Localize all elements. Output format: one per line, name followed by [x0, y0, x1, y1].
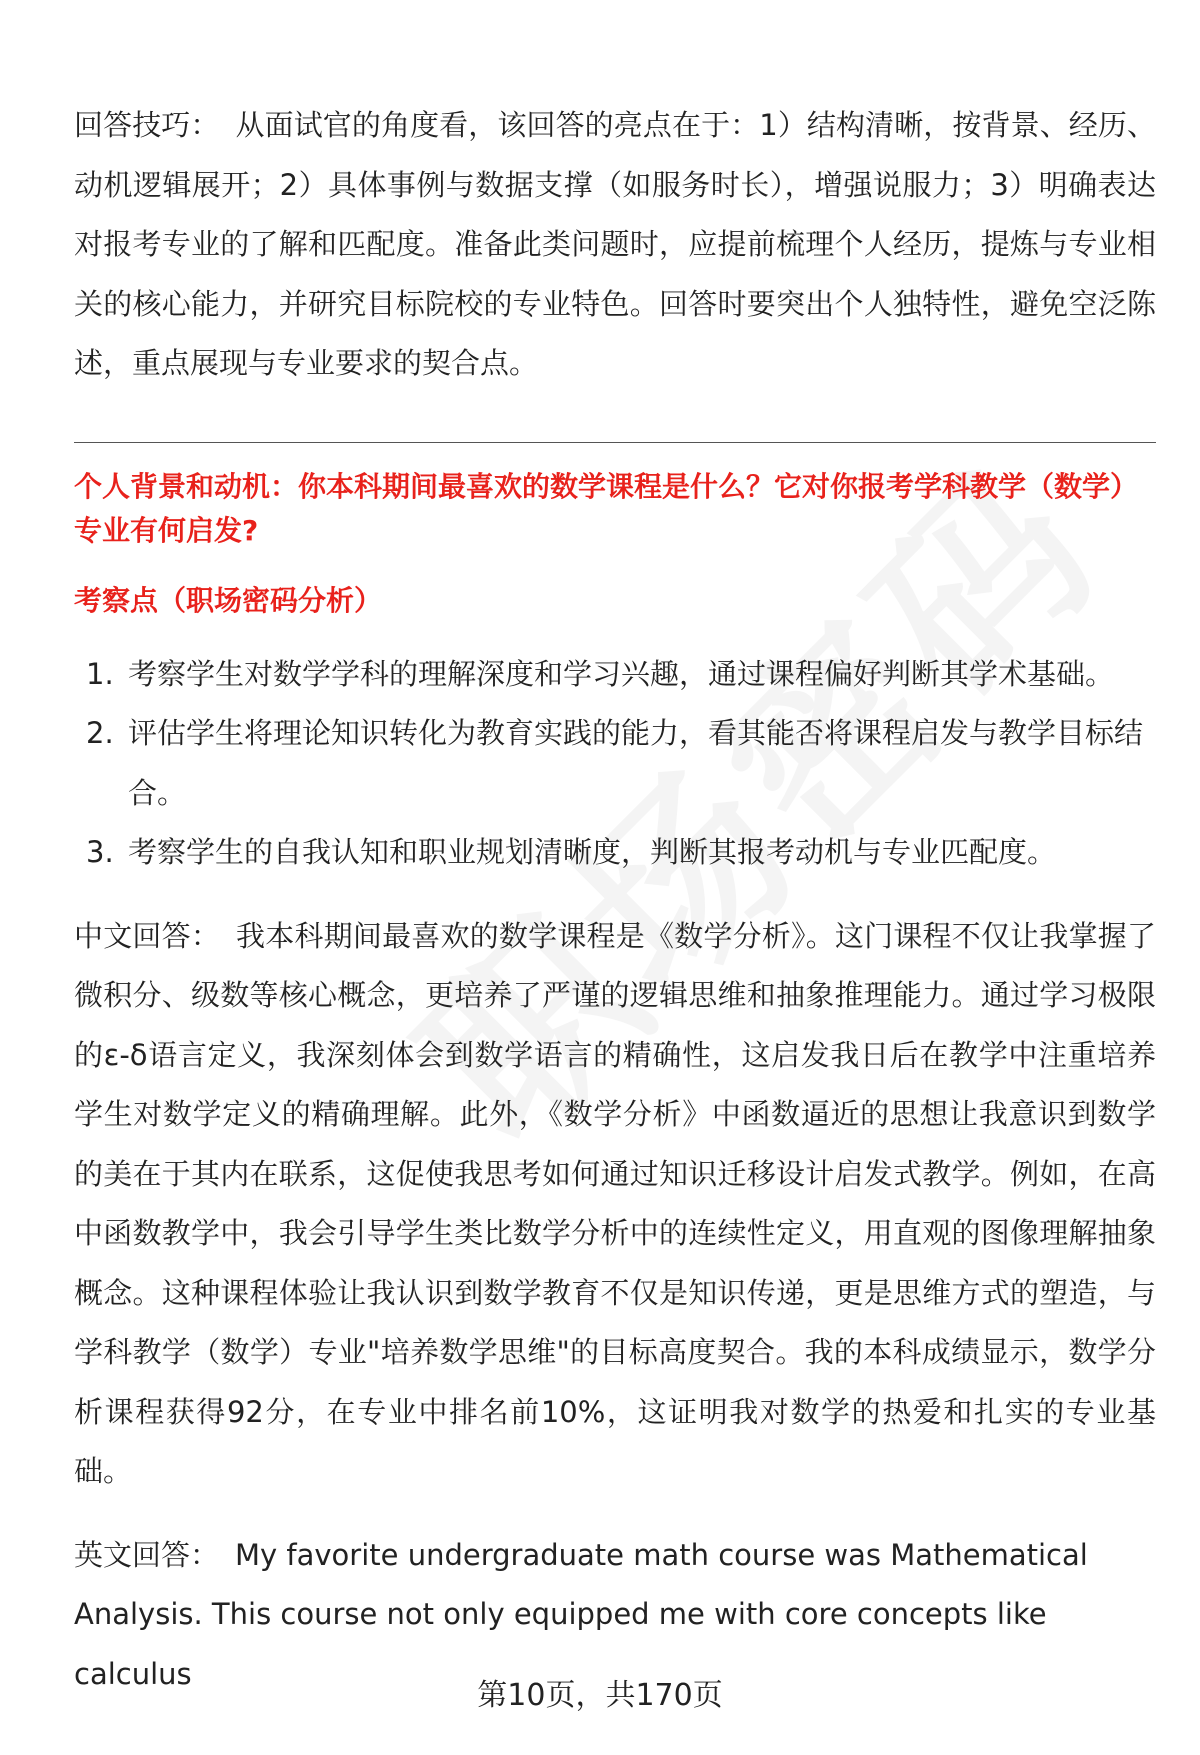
document-page	[74, 96, 1156, 1704]
list-item	[74, 645, 1156, 705]
answer-tips-text: 从面试官的角度看，该回答的亮点在于：1）结构清晰，按背景、经历、动机逻辑展开；2）具体事例与数据支撑（如服务时长），增强说服力；3）明确表达对报考专业的了解和匹配度。准备此类问题时，应提前梳理个人经历，提炼与专业相关的核心能力，并研究目标院校的专业特色。回答时要突出个人独特性，避免空泛陈述，重点展现与专业要求的契合点。	[74, 108, 1156, 380]
list-item-number: 2.	[86, 716, 114, 750]
list-item-number: 1.	[86, 656, 114, 691]
english-answer-text: My favorite undergraduate math course was Mathematical Analysis. This course not only equipped me with core concepts like calculus	[74, 1537, 1088, 1691]
english-answer-label: 英文回答：	[74, 1537, 220, 1572]
assessment-points-title: 考察点（职场密码分析）	[74, 583, 383, 617]
page-number-footer: 第10页，共170页	[477, 1678, 723, 1713]
list-item-number: 3.	[86, 835, 114, 869]
chinese-answer-text: 我本科期间最喜欢的数学课程是《数学分析》。这门课程不仅让我掌握了微积分、级数等核心概念，更培养了严谨的逻辑思维和抽象推理能力。通过学习极限的ε-δ语言定义，我深刻体会到数学语言的精确性，这启发我日后在教学中注重培养学生对数学定义的精确理解。此外，《数学分析》中函数逼近的思想让我意识到数学的美在于其内在联系，这促使我思考如何通过知识迁移设计启发式教学。例如，在高中函数教学中，我会引导学生类比数学分析中的连续性定义，用直观的图像理解抽象概念。这种课程体验让我认识到数学教育不仅是知识传递，更是思维方式的塑造，与学科教学（数学）专业"培养数学思维"的目标高度契合。我的本科成绩显示，数学分析课程获得92分，在专业中排名前10%，这证明我对数学的热爱和扎实的专业基础。	[74, 918, 1156, 1488]
list-item-text: 考察学生的自我认知和职业规划清晰度，判断其报考动机与专业匹配度。	[128, 835, 1057, 869]
answer-tips-label: 回答技巧：	[74, 108, 220, 142]
chinese-answer-label: 中文回答：	[74, 918, 221, 953]
list-item	[74, 823, 1156, 883]
chinese-answer-paragraph	[74, 907, 1156, 1502]
list-item-text: 评估学生将理论知识转化为教育实践的能力，看其能否将课程启发与教学目标结合。	[128, 716, 1144, 810]
assessment-points-list	[74, 645, 1156, 883]
list-item	[74, 704, 1156, 823]
answer-tips-paragraph	[74, 96, 1156, 394]
question-heading: 个人背景和动机：你本科期间最喜欢的数学课程是什么？它对你报考学科教学（数学）专业有何启发?	[74, 469, 1139, 547]
list-item-text: 考察学生对数学学科的理解深度和学习兴趣，通过课程偏好判断其学术基础。	[128, 656, 1115, 691]
section-divider	[74, 442, 1156, 443]
